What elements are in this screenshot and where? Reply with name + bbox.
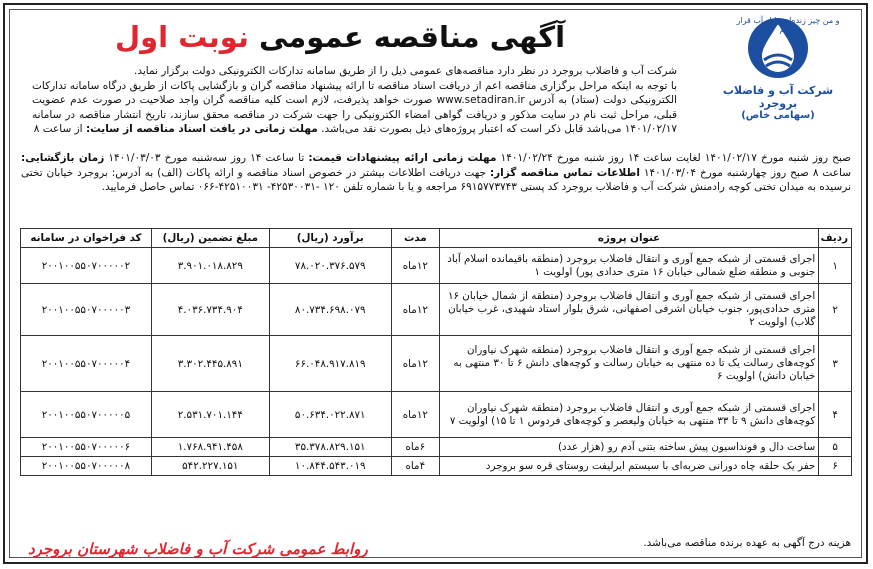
project-guarantee: ۳.۹۰۱.۰۱۸.۸۲۹ bbox=[151, 248, 269, 284]
intro-text-a: با توجه به اینکه مراحل برگزاری مناقصه اعم از دریافت اسناد مناقصه تا ارائه پیشنهاد مناقصه گران و بازگشایی پاکات از طریق درگاه سامانه تدارکات الکترونیکی دولت (ستاد) به آدرس bbox=[32, 79, 677, 106]
intro-line-1: شرکت آب و فاضلاب بروجرد در نظر دارد مناقصه‌های عمومی ذیل را از طریق سامانه تدارکات الکترونیکی دولت برگزار نماید. bbox=[133, 65, 677, 77]
row-number: ۲ bbox=[819, 284, 852, 336]
project-code: ۲۰۰۱۰۰۵۵۰۷۰۰۰۰۰۴ bbox=[21, 336, 152, 392]
logo-company-name: شرکت آب و فاضلاب بروجرد bbox=[722, 84, 834, 110]
row-number: ۱ bbox=[819, 248, 852, 284]
doc-time-text: از ساعت ۸ bbox=[33, 123, 86, 135]
project-estimate: ۶۶.۰۴۸.۹۱۷.۸۱۹ bbox=[269, 336, 391, 392]
project-duration: ۱۲ماه bbox=[391, 248, 439, 284]
footer-note: هزینه درج آگهی به عهده برنده مناقصه می‌باشد. bbox=[643, 537, 851, 549]
table-header-row bbox=[21, 229, 852, 248]
project-title: ساخت دال و فونداسیون پیش ساخته بتنی آدم رو (هزار عدد) bbox=[439, 438, 819, 457]
intro-text-b: صورت خواهد پذیرفت، لازم است کلیه مناقصه گران واجد صلاحیت در صورت عدم عضویت قبلی، مراحل ثبت نام در سایت مذکور و دریافت گواهی امضاء الکترونیکی را جهت شرکت در مناقصه محقق سازند، تاریخ انتشار مناقصه در سامانه ۱۴۰۱/۰۲/۱۷ می‌باشد قابل ذکر است که اعتبار پروژه‌های ذیل بصورت نقد می‌باشد. bbox=[32, 94, 677, 135]
project-duration: ۱۲ماه bbox=[391, 392, 439, 438]
project-title: اجرای قسمتی از شبکه جمع آوری و انتقال فاضلاب بروجرد (منطقه از شمال خیابان ۱۶ متری حدادی‌پور، جنوب خیابان اشرفی اصفهانی، شرق بلوار استاد شهیدی، غرب خیابان گلاب) اولویت ۲ bbox=[439, 284, 819, 336]
header-title: عنوان پروژه bbox=[439, 229, 819, 248]
tenders-table bbox=[20, 228, 852, 476]
public-relations-signature: روابط عمومی شرکت آب و فاضلاب شهرستان بروجرد bbox=[28, 540, 368, 558]
website-link[interactable]: www.setadiran.ir bbox=[436, 94, 525, 106]
project-estimate: ۵۰.۶۳۴.۰۲۲.۸۷۱ bbox=[269, 392, 391, 438]
company-logo bbox=[703, 10, 853, 130]
schedule-paragraph bbox=[21, 151, 851, 195]
table-row bbox=[21, 392, 852, 438]
project-code: ۲۰۰۱۰۰۵۵۰۷۰۰۰۰۰۵ bbox=[21, 392, 152, 438]
header-row-number: ردیف bbox=[819, 229, 852, 248]
project-title: اجرای قسمتی از شبکه جمع آوری و انتقال فاضلاب بروجرد (منطقه شهرک نیاوران کوچه‌های رسالت یک تا ده منتهی به خیابان رسالت و کوچه‌های دانش ۶ تا ۳۰ منتهی به خیابان دانش) اولویت ۶ bbox=[439, 336, 819, 392]
schedule-text-3: ساعت ۸ صبح روز چهارشنبه مورخ ۱۴۰۱/۰۳/۰۴ bbox=[639, 166, 852, 179]
project-code: ۲۰۰۱۰۰۵۵۰۷۰۰۰۰۰۶ bbox=[21, 438, 152, 457]
schedule-text-1: صبح روز شنبه مورخ ۱۴۰۱/۰۲/۱۷ لغایت ساعت ۱۴ روز شنبه مورخ ۱۴۰۱/۰۲/۲۴ bbox=[496, 152, 851, 164]
project-estimate: ۷۸.۰۲۰.۳۷۶.۵۷۹ bbox=[269, 248, 391, 284]
project-duration: ۱۲ماه bbox=[391, 284, 439, 336]
project-guarantee: ۳.۳۰۲.۴۴۵.۸۹۱ bbox=[151, 336, 269, 392]
project-duration: ۱۲ماه bbox=[391, 336, 439, 392]
logo-slogan: و من چیز زنده‌ای را از آب قرار دادیم bbox=[736, 16, 840, 34]
project-code: ۲۰۰۱۰۰۵۵۰۷۰۰۰۰۰۳ bbox=[21, 284, 152, 336]
table-row bbox=[21, 284, 852, 336]
header-estimate: برآورد (ریال) bbox=[269, 229, 391, 248]
project-guarantee: ۲.۵۳۱.۷۰۱.۱۴۴ bbox=[151, 392, 269, 438]
project-guarantee: ۱.۷۶۸.۹۴۱.۴۵۸ bbox=[151, 438, 269, 457]
table-row bbox=[21, 457, 852, 476]
intro-paragraph bbox=[32, 64, 677, 137]
row-number: ۳ bbox=[819, 336, 852, 392]
doc-time-label: مهلت زمانی در یافت اسناد مناقصه از سایت: bbox=[85, 123, 318, 135]
row-number: ۵ bbox=[819, 438, 852, 457]
table-row bbox=[21, 438, 852, 457]
logo-company-type: (سهامی خاص) bbox=[741, 110, 815, 121]
project-estimate: ۱۰.۸۴۴.۵۴۳.۰۱۹ bbox=[269, 457, 391, 476]
project-title: اجرای قسمتی از شبکه جمع آوری و انتقال فاضلاب بروجرد (منطقه شهرک نیاوران کوچه‌های دانش ۹ تا ۳۳ منتهی به خیابان ولیعصر و کوچه‌های فردوس ۱ تا ۱۵) اولویت ۷ bbox=[439, 392, 819, 438]
table-row bbox=[21, 248, 852, 284]
project-duration: ۶ماه bbox=[391, 438, 439, 457]
project-code: ۲۰۰۱۰۰۵۵۰۷۰۰۰۰۰۲ bbox=[21, 248, 152, 284]
header-code: کد فراخوان در سامانه bbox=[21, 229, 152, 248]
title-round: نوبت اول bbox=[114, 20, 249, 54]
header-duration: مدت bbox=[391, 229, 439, 248]
project-guarantee: ۴.۰۳۶.۷۳۴.۹۰۴ bbox=[151, 284, 269, 336]
contact-text: جهت دریافت اطلاعات بیشتر در خصوص اسناد مناقصه و ارائه پاکات (الف) به آدرس: بروجرد خیابان تختی نرسیده به میدان تختی کوچه رادمنش شرکت آب و فاضلاب بروجرد کد پستی ۶۹۱۵۷۷۳۷۴۳ مراجعه و یا با شماره تلفن ۱۲۰ -۴۲۵۳۰۰۳۱- ۴۲۵۱۰۰۳۱-۰۶۶ تماس حاصل فرمایید. bbox=[21, 166, 851, 193]
project-guarantee: ۵۴۲.۲۲۷.۱۵۱ bbox=[151, 457, 269, 476]
contact-label: اطلاعات تماس مناقصه گزار: bbox=[489, 166, 640, 179]
project-duration: ۴ماه bbox=[391, 457, 439, 476]
row-number: ۶ bbox=[819, 457, 852, 476]
schedule-text-2: تا ساعت ۱۴ روز سه‌شنبه مورخ ۱۴۰۱/۰۳/۰۳ bbox=[104, 152, 309, 164]
title-main: آگهی مناقصه عمومی bbox=[258, 20, 566, 54]
project-estimate: ۳۵.۳۷۸.۸۲۹.۱۵۱ bbox=[269, 438, 391, 457]
notice-title bbox=[80, 20, 600, 54]
header-guarantee: مبلغ تضمین (ریال) bbox=[151, 229, 269, 248]
project-title: اجرای قسمتی از شبکه جمع آوری و انتقال فاضلاب بروجرد (منطقه باقیمانده اسلام آباد جنوبی و منطقه ضلع شمالی خیابان ۱۶ متری حدادی پور) اولویت ۱ bbox=[439, 248, 819, 284]
intro-line-2 bbox=[32, 79, 677, 137]
project-title: حفر یک حلقه چاه دورانی ضربه‌ای با سیستم ایرلیفت روستای قره سو بروجرد bbox=[439, 457, 819, 476]
opening-label: زمان بازگشایی: bbox=[21, 152, 105, 164]
project-code: ۲۰۰۱۰۰۵۵۰۷۰۰۰۰۰۸ bbox=[21, 457, 152, 476]
row-number: ۴ bbox=[819, 392, 852, 438]
project-estimate: ۸۰.۷۳۴.۶۹۸.۰۷۹ bbox=[269, 284, 391, 336]
table-row bbox=[21, 336, 852, 392]
bid-deadline-label: مهلت زمانی ارائه پیشنهادات قیمت: bbox=[308, 152, 497, 164]
